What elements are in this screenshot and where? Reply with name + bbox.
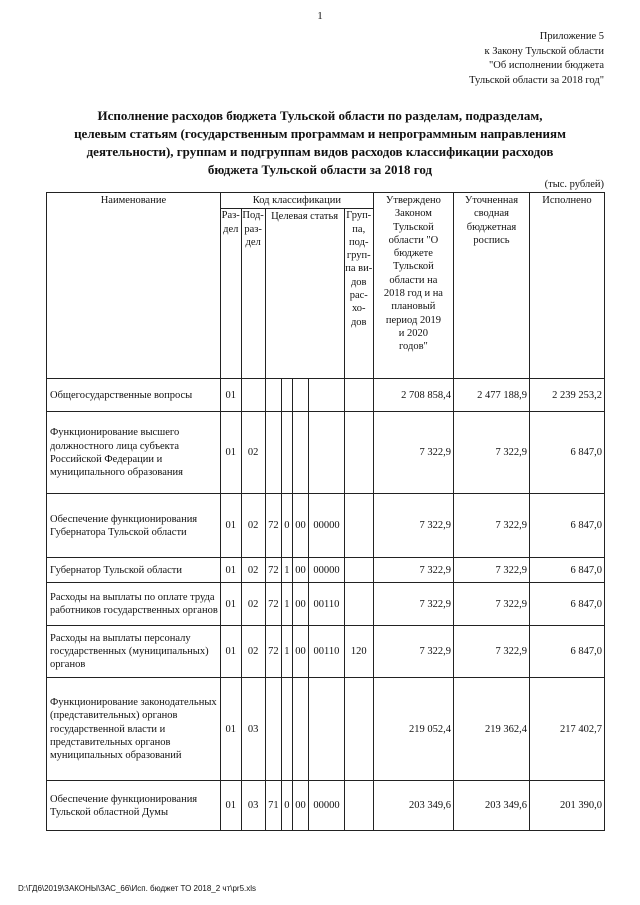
- row-executed: 201 390,0: [529, 781, 604, 831]
- header-podrazdel: Под- раз- дел: [241, 209, 265, 379]
- row-target-1: [265, 379, 282, 412]
- row-razdel: 01: [220, 412, 241, 494]
- row-name: Обеспечение функционирования Губернатора Тульской области: [47, 494, 221, 558]
- row-target-4: 00110: [309, 626, 344, 678]
- row-refined: 2 477 188,9: [453, 379, 529, 412]
- row-target-2: 0: [282, 781, 292, 831]
- row-approved: 219 052,4: [373, 678, 453, 781]
- expenditure-table: [46, 192, 605, 831]
- row-target-3: [292, 412, 309, 494]
- header-refined: Уточненная сводная бюджетная роспись: [453, 193, 529, 379]
- row-approved: 7 322,9: [373, 583, 453, 626]
- row-target-2: [282, 678, 292, 781]
- header-name: Наименование: [47, 193, 221, 379]
- row-approved: 7 322,9: [373, 626, 453, 678]
- row-podrazdel: 02: [241, 412, 265, 494]
- row-approved: 203 349,6: [373, 781, 453, 831]
- table-row: [47, 678, 605, 781]
- row-target-2: 1: [282, 626, 292, 678]
- row-podrazdel: 02: [241, 583, 265, 626]
- row-target-3: 00: [292, 781, 309, 831]
- title-line: деятельности), группам и подгруппам видов расходов классификации расходов: [86, 144, 554, 159]
- row-executed: 217 402,7: [529, 678, 604, 781]
- row-target-4: 00110: [309, 583, 344, 626]
- row-name: Обеспечение функционирования Тульской областной Думы: [47, 781, 221, 831]
- row-target-3: [292, 379, 309, 412]
- row-target-2: [282, 379, 292, 412]
- row-name: Расходы на выплаты персоналу государственных (муниципальных) органов: [47, 626, 221, 678]
- row-refined: 7 322,9: [453, 626, 529, 678]
- row-executed: 2 239 253,2: [529, 379, 604, 412]
- row-name: Функционирование законодательных (представительных) органов государственной власти и представительных органов муниципальных образований: [47, 678, 221, 781]
- row-razdel: 01: [220, 494, 241, 558]
- row-podrazdel: [241, 379, 265, 412]
- row-target-2: 1: [282, 583, 292, 626]
- row-podrazdel: 02: [241, 558, 265, 583]
- table-row: [47, 379, 605, 412]
- table-row: [47, 781, 605, 831]
- row-podrazdel: 03: [241, 781, 265, 831]
- row-refined: 7 322,9: [453, 412, 529, 494]
- title-line: бюджета Тульской области за 2018 год: [207, 162, 433, 177]
- row-approved: 7 322,9: [373, 558, 453, 583]
- row-razdel: 01: [220, 583, 241, 626]
- row-target-4: [309, 678, 344, 781]
- title-line: целевым статьям (государственным программам и непрограммным направлениям: [74, 126, 566, 141]
- row-vid: [344, 583, 373, 626]
- row-name: Общегосударственные вопросы: [47, 379, 221, 412]
- row-vid: [344, 494, 373, 558]
- header-razdel: Раз- дел: [220, 209, 241, 379]
- row-target-1: 71: [265, 781, 282, 831]
- row-target-3: 00: [292, 626, 309, 678]
- row-target-3: 00: [292, 494, 309, 558]
- row-target-3: 00: [292, 583, 309, 626]
- header-executed: Исполнено: [529, 193, 604, 379]
- row-vid: [344, 781, 373, 831]
- row-target-4: 00000: [309, 781, 344, 831]
- row-podrazdel: 02: [241, 626, 265, 678]
- row-target-3: [292, 678, 309, 781]
- row-target-1: [265, 412, 282, 494]
- row-target-2: [282, 412, 292, 494]
- row-target-3: 00: [292, 558, 309, 583]
- row-refined: 7 322,9: [453, 558, 529, 583]
- appendix-line: Приложение 5: [539, 31, 604, 42]
- row-executed: 6 847,0: [529, 412, 604, 494]
- header-target: Целевая статья: [265, 209, 344, 379]
- row-target-2: 1: [282, 558, 292, 583]
- row-target-4: [309, 379, 344, 412]
- title-line: Исполнение расходов бюджета Тульской области по разделам, подразделам,: [97, 108, 543, 123]
- appendix-line: Тульской области за 2018 год": [469, 74, 604, 86]
- row-name: Расходы на выплаты по оплате труда работников государственных органов: [47, 583, 221, 626]
- row-vid: [344, 678, 373, 781]
- row-target-1: 72: [265, 558, 282, 583]
- header-approved: Утверждено Законом Тульской области "О бюджете Тульской области на 2018 год и на плановый период 2019 и 2020 годов": [373, 193, 453, 379]
- row-target-4: 00000: [309, 494, 344, 558]
- row-podrazdel: 03: [241, 678, 265, 781]
- row-executed: 6 847,0: [529, 626, 604, 678]
- row-vid: [344, 412, 373, 494]
- header-vid: Груп- па, под- груп- па ви- дов рас- хо- дов: [344, 209, 373, 379]
- row-target-1: 72: [265, 626, 282, 678]
- units-label: (тыс. рублей): [544, 179, 604, 190]
- row-vid: [344, 379, 373, 412]
- file-path-footer: D:\ГД6\2019\ЗАКОНЫ\ЗАС_66\Исп. бюджет ТО 2018_2 чт\pr5.xls: [18, 884, 257, 893]
- row-target-2: 0: [282, 494, 292, 558]
- table-row: [47, 412, 605, 494]
- row-approved: 2 708 858,4: [373, 379, 453, 412]
- page-number: 1: [317, 10, 323, 22]
- appendix-note: [344, 30, 604, 88]
- row-name: Функционирование высшего должностного лица субъекта Российской Федерации и муниципального образования: [47, 412, 221, 494]
- row-razdel: 01: [220, 678, 241, 781]
- appendix-line: к Закону Тульской области: [484, 45, 604, 57]
- row-refined: 219 362,4: [453, 678, 529, 781]
- appendix-line: "Об исполнении бюджета: [489, 60, 604, 71]
- row-approved: 7 322,9: [373, 494, 453, 558]
- row-podrazdel: 02: [241, 494, 265, 558]
- row-refined: 203 349,6: [453, 781, 529, 831]
- row-razdel: 01: [220, 626, 241, 678]
- table-row: [47, 558, 605, 583]
- row-executed: 6 847,0: [529, 558, 604, 583]
- row-target-1: [265, 678, 282, 781]
- row-razdel: 01: [220, 781, 241, 831]
- row-target-4: [309, 412, 344, 494]
- document-title: [40, 107, 600, 179]
- row-executed: 6 847,0: [529, 583, 604, 626]
- row-target-4: 00000: [309, 558, 344, 583]
- row-razdel: 01: [220, 379, 241, 412]
- row-refined: 7 322,9: [453, 494, 529, 558]
- row-target-1: 72: [265, 494, 282, 558]
- row-executed: 6 847,0: [529, 494, 604, 558]
- row-name: Губернатор Тульской области: [47, 558, 221, 583]
- row-vid: 120: [344, 626, 373, 678]
- row-vid: [344, 558, 373, 583]
- row-approved: 7 322,9: [373, 412, 453, 494]
- table-row: [47, 494, 605, 558]
- header-code-group: Код классификации: [220, 193, 373, 209]
- row-target-1: 72: [265, 583, 282, 626]
- row-razdel: 01: [220, 558, 241, 583]
- table-row: [47, 626, 605, 678]
- table-row: [47, 583, 605, 626]
- row-refined: 7 322,9: [453, 583, 529, 626]
